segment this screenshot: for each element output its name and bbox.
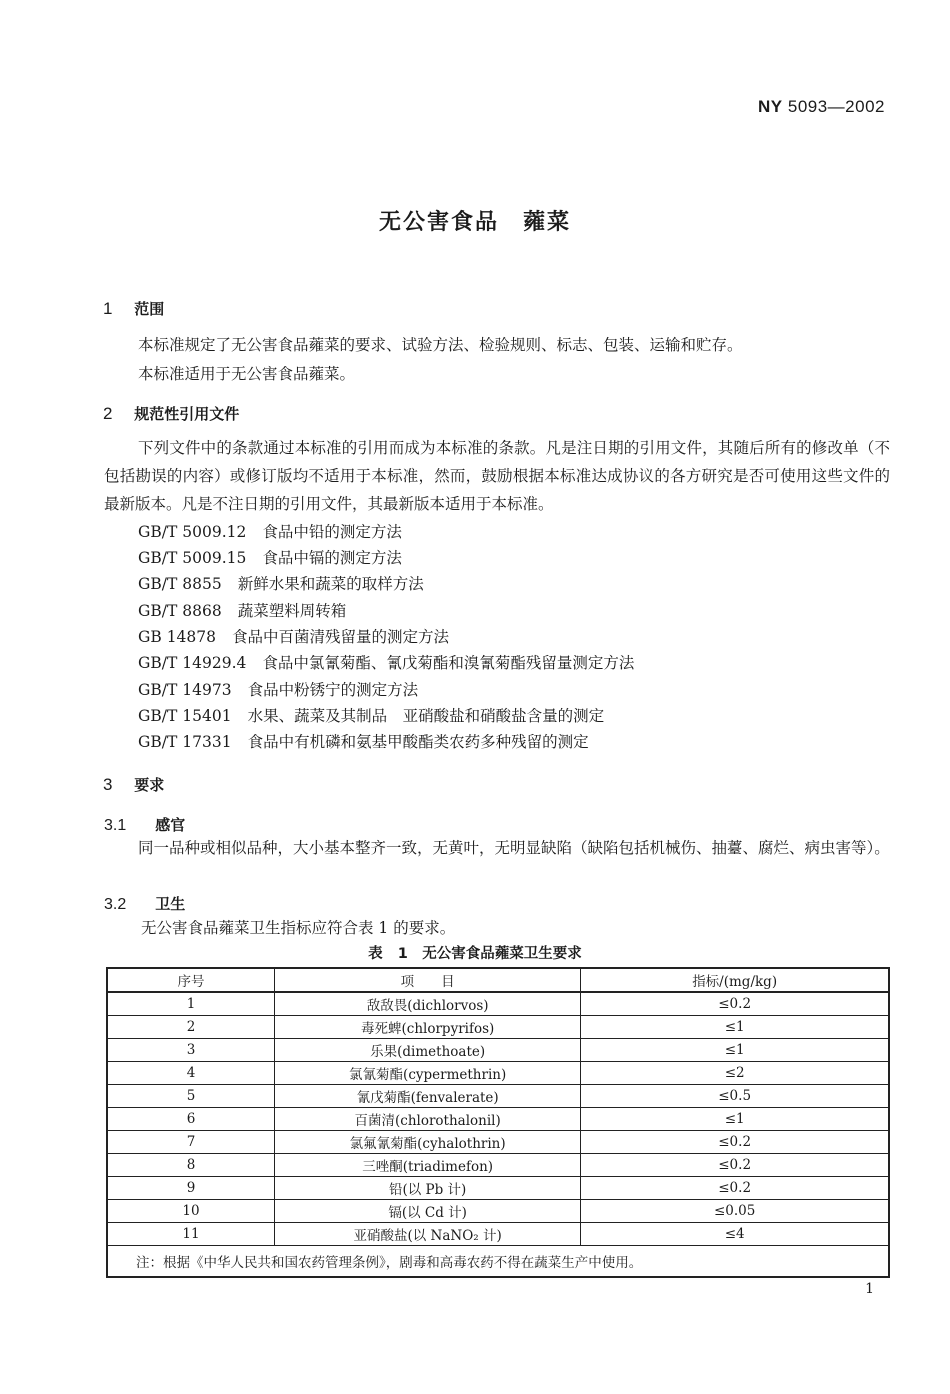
standard-code <box>758 97 885 117</box>
section-2-heading <box>103 403 239 424</box>
table-row <box>107 1016 889 1039</box>
reference-item <box>138 730 589 752</box>
row-item: 氯氰菊酯(cypermethrin) <box>274 1062 580 1085</box>
document-title: 无公害食品 蕹菜 <box>378 210 571 235</box>
standard-number: 5093—2002 <box>787 97 885 116</box>
col-header-number: 序号 <box>107 968 274 992</box>
col-header-limit: 指标/(mg/kg) <box>581 968 889 992</box>
row-limit: ≤4 <box>581 1223 889 1246</box>
section-3-1-heading <box>104 814 185 835</box>
table-note: 注：根据《中华人民共和国农药管理条例》，剧毒和高毒农药不得在蔬菜生产中使用。 <box>107 1246 889 1278</box>
table-title: 表 1 无公害食品蕹菜卫生要求 <box>368 946 582 962</box>
reference-item <box>138 599 346 621</box>
table-row <box>107 992 889 1016</box>
table-row <box>107 1177 889 1200</box>
reference-title: 食品中粉锈宁的测定方法 <box>247 681 419 699</box>
subsection-number: 3.1 <box>104 817 127 834</box>
row-item: 氰戊菊酯(fenvalerate) <box>274 1085 580 1108</box>
row-number: 8 <box>107 1154 274 1177</box>
row-number: 9 <box>107 1177 274 1200</box>
row-number: 10 <box>107 1200 274 1223</box>
reference-code: GB/T 14929.4 <box>138 654 247 672</box>
row-item: 毒死蜱(chlorpyrifos) <box>274 1016 580 1039</box>
table-row <box>107 1200 889 1223</box>
row-item: 铅(以 Pb 计) <box>274 1177 580 1200</box>
reference-title: 新鲜水果和蔬菜的取样方法 <box>237 575 424 593</box>
reference-code: GB/T 8855 <box>138 575 222 593</box>
row-item: 镉(以 Cd 计) <box>274 1200 580 1223</box>
row-item: 三唑酮(triadimefon) <box>274 1154 580 1177</box>
row-item: 氯氟氰菊酯(cyhalothrin) <box>274 1131 580 1154</box>
row-item: 乐果(dimethoate) <box>274 1039 580 1062</box>
row-limit: ≤0.5 <box>581 1085 889 1108</box>
section-3-1-para: 同一品种或相似品种，大小基本整齐一致，无黄叶，无明显缺陷（缺陷包括机械伤、抽薹、腐烂、病虫害等）。 <box>138 839 890 857</box>
reference-item <box>138 678 418 700</box>
reference-title: 食品中氯氰菊酯、氰戊菊酯和溴氰菊酯残留量测定方法 <box>262 654 635 672</box>
section-3-heading <box>103 774 164 795</box>
reference-code: GB/T 5009.15 <box>138 549 247 567</box>
table-body <box>107 992 889 1246</box>
reference-title: 食品中镉的测定方法 <box>262 549 402 567</box>
section-3-2-para: 无公害食品蕹菜卫生指标应符合表 1 的要求。 <box>141 919 456 937</box>
reference-item <box>138 572 424 594</box>
section-title: 范围 <box>134 300 165 318</box>
section-1-para-1: 本标准规定了无公害食品蕹菜的要求、试验方法、检验规则、标志、包装、运输和贮存。 <box>138 336 743 354</box>
row-limit: ≤2 <box>581 1062 889 1085</box>
reference-item <box>138 546 402 568</box>
section-1-para-2: 本标准适用于无公害食品蕹菜。 <box>138 365 356 383</box>
reference-code: GB/T 15401 <box>138 707 232 725</box>
reference-code: GB/T 14973 <box>138 681 232 699</box>
row-limit: ≤0.2 <box>581 1177 889 1200</box>
row-number: 2 <box>107 1016 274 1039</box>
table-row <box>107 1223 889 1246</box>
table-header-row <box>107 968 889 992</box>
reference-item <box>138 520 402 542</box>
section-2-para: 下列文件中的条款通过本标准的引用而成为本标准的条款。凡是注日期的引用文件，其随后所有的修改单（不包括勘误的内容）或修订版均不适用于本标准，然而，鼓励根据本标准达成协议的各方研究是否可使用这些文件的最新版本。凡是不注日期的引用文件，其最新版本适用于本标准。 <box>104 439 890 513</box>
row-item: 亚硝酸盐(以 NaNO₂ 计) <box>274 1223 580 1246</box>
subsection-title: 感官 <box>155 816 186 834</box>
table-row <box>107 1131 889 1154</box>
section-3-2-heading <box>104 893 185 914</box>
row-number: 11 <box>107 1223 274 1246</box>
subsection-number: 3.2 <box>104 896 127 913</box>
row-number: 5 <box>107 1085 274 1108</box>
hygiene-requirements-table <box>106 967 890 1278</box>
reference-item <box>138 651 634 673</box>
reference-code: GB/T 5009.12 <box>138 523 247 541</box>
reference-code: GB/T 17331 <box>138 733 232 751</box>
row-limit: ≤1 <box>581 1039 889 1062</box>
row-number: 6 <box>107 1108 274 1131</box>
col-header-item: 项 目 <box>274 968 580 992</box>
section-1-heading <box>103 298 164 319</box>
reference-title: 食品中有机磷和氨基甲酸酯类农药多种残留的测定 <box>247 733 589 751</box>
standard-prefix: NY <box>758 97 783 116</box>
reference-title: 蔬菜塑料周转箱 <box>237 602 347 620</box>
row-number: 7 <box>107 1131 274 1154</box>
table-note-row <box>107 1246 889 1278</box>
table-row <box>107 1085 889 1108</box>
section-number: 2 <box>103 404 113 423</box>
table-row <box>107 1039 889 1062</box>
reference-code: GB/T 8868 <box>138 602 222 620</box>
row-number: 4 <box>107 1062 274 1085</box>
row-limit: ≤1 <box>581 1108 889 1131</box>
row-item: 敌敌畏(dichlorvos) <box>274 992 580 1016</box>
row-number: 1 <box>107 992 274 1016</box>
row-limit: ≤1 <box>581 1016 889 1039</box>
table-row <box>107 1062 889 1085</box>
table-row <box>107 1154 889 1177</box>
section-number: 1 <box>103 299 113 318</box>
reference-item <box>138 625 449 647</box>
row-number: 3 <box>107 1039 274 1062</box>
reference-code: GB 14878 <box>138 628 217 646</box>
subsection-title: 卫生 <box>155 895 186 913</box>
section-number: 3 <box>103 775 113 794</box>
reference-title: 水果、蔬菜及其制品 亚硝酸盐和硝酸盐含量的测定 <box>247 707 605 725</box>
table-row <box>107 1108 889 1131</box>
reference-title: 食品中百菌清残留量的测定方法 <box>232 628 450 646</box>
page-number: 1 <box>865 1281 874 1297</box>
reference-item <box>138 704 604 726</box>
row-item: 百菌清(chlorothalonil) <box>274 1108 580 1131</box>
row-limit: ≤0.2 <box>581 1131 889 1154</box>
section-title: 规范性引用文件 <box>134 405 240 423</box>
row-limit: ≤0.2 <box>581 992 889 1016</box>
reference-title: 食品中铅的测定方法 <box>262 523 402 541</box>
row-limit: ≤0.05 <box>581 1200 889 1223</box>
section-title: 要求 <box>134 776 165 794</box>
row-limit: ≤0.2 <box>581 1154 889 1177</box>
